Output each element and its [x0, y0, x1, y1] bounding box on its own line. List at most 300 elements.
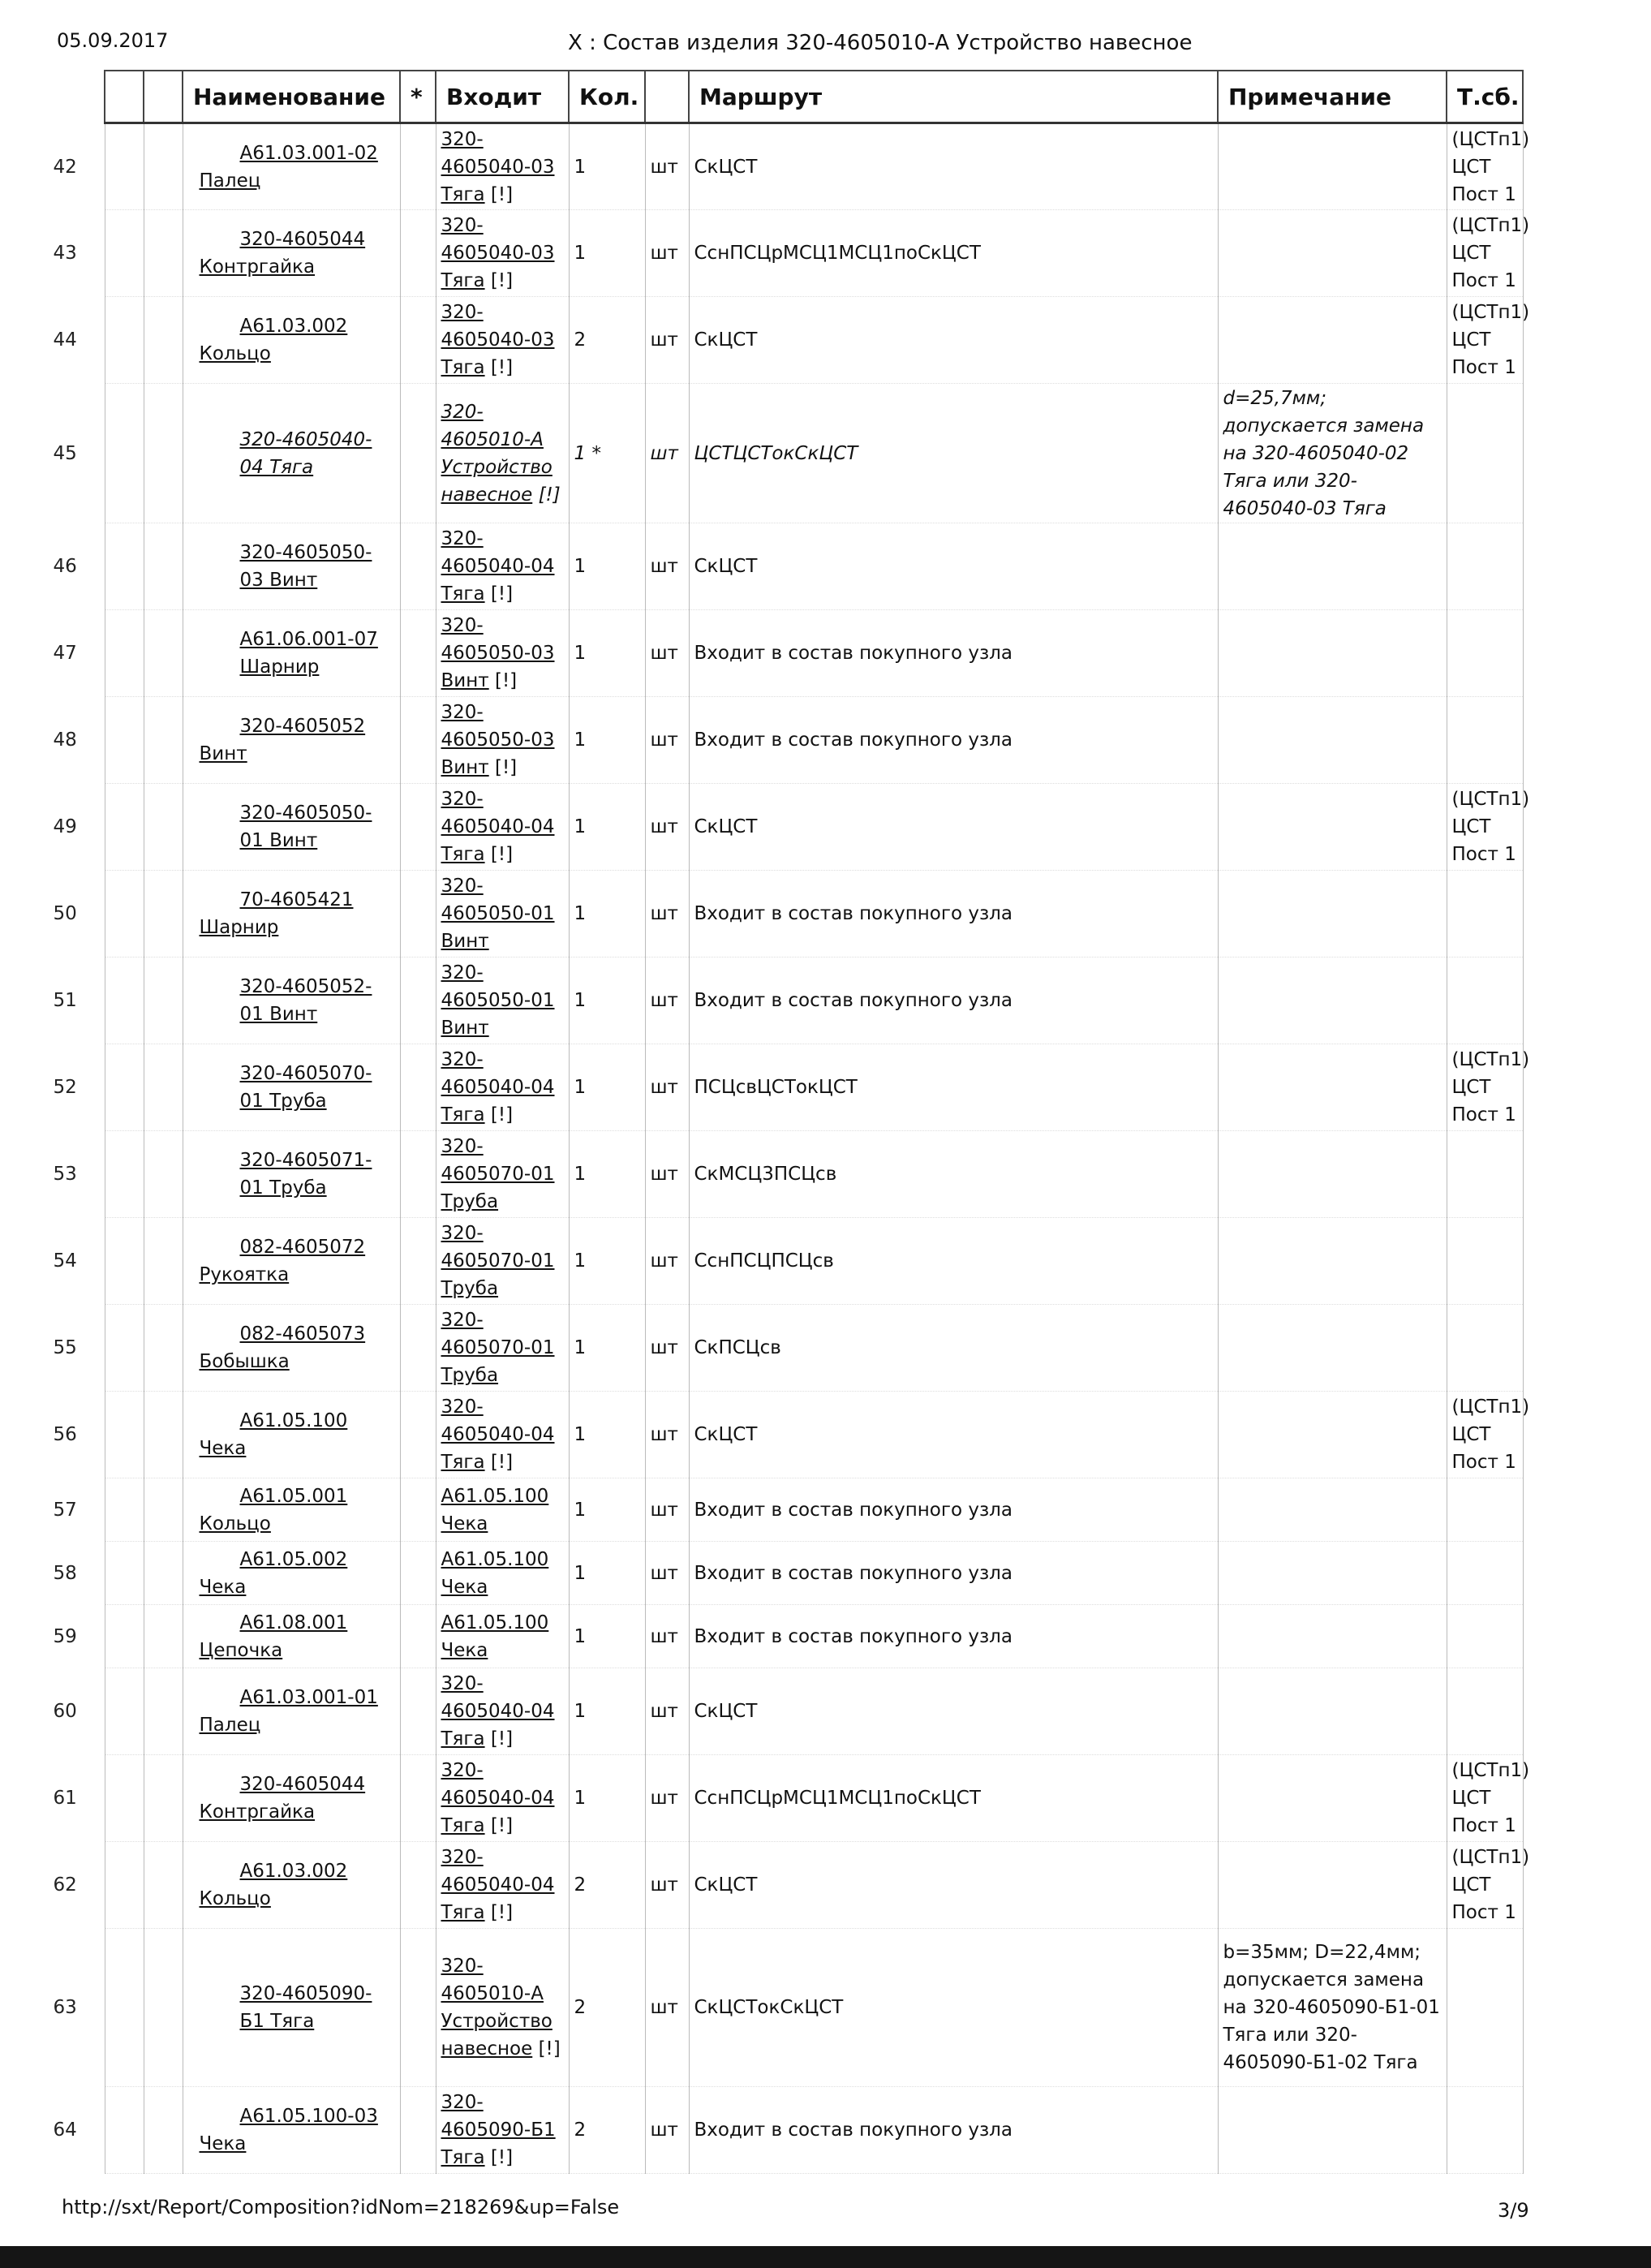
row-blank [144, 610, 183, 697]
star-cell [400, 2087, 436, 2174]
row-blank [144, 1929, 183, 2087]
star-cell [400, 1218, 436, 1305]
unit-cell: шт [645, 523, 689, 610]
item-code-link[interactable]: 082-4605073 [239, 1323, 366, 1345]
item-name-cell [183, 2087, 400, 2174]
parent-name-link[interactable]: Винт [441, 1018, 489, 1039]
table-row [105, 1929, 1523, 2087]
parent-cell [436, 1542, 569, 1605]
header-unit [645, 71, 689, 123]
row-number: 45 [48, 384, 87, 523]
route-cell: СкМСЦ3ПСЦсв [689, 1131, 1218, 1218]
row-number: 59 [48, 1605, 87, 1668]
item-name-link[interactable]: Чека [199, 1438, 247, 1459]
parent-code-link[interactable]: 320-4605040-04 [441, 528, 555, 577]
qty-cell: 1 [569, 1131, 645, 1218]
row-number: 49 [48, 784, 87, 871]
item-name-link[interactable]: Цепочка [199, 1639, 283, 1661]
parent-code-link[interactable]: 320-4605050-01 [441, 962, 555, 1011]
row-number: 58 [48, 1542, 87, 1605]
parent-code-link[interactable]: 320-4605040-03 [441, 128, 555, 178]
footer-url: http://sxt/Report/Composition?idNom=218269&up=False [62, 2196, 620, 2219]
qty-cell: 1 [569, 958, 645, 1044]
parent-code-link[interactable]: 320-4605010-А [441, 401, 544, 450]
warning-flag: [!] [490, 1902, 514, 1923]
note-cell [1218, 958, 1447, 1044]
item-code-link[interactable]: А61.06.001-07 Шарнир [239, 629, 378, 678]
warning-flag: [!] [538, 2038, 561, 2059]
parent-cell [436, 1131, 569, 1218]
item-code-link[interactable]: А61.05.100 [239, 1410, 348, 1431]
note-cell [1218, 697, 1447, 784]
qty-cell: 1 [569, 1218, 645, 1305]
qty-cell: 1 [569, 1478, 645, 1542]
tsb-cell [1447, 1305, 1523, 1392]
route-cell: Входит в состав покупного узла [689, 2087, 1218, 2174]
qty-cell: 1 [569, 1668, 645, 1755]
warning-flag: [!] [490, 2147, 514, 2168]
parent-name-link[interactable]: Винт [441, 670, 489, 691]
parent-cell [436, 1392, 569, 1478]
row-blank [144, 2087, 183, 2174]
row-number: 56 [48, 1392, 87, 1478]
item-code-link[interactable]: 082-4605072 [239, 1237, 366, 1258]
parent-code-link[interactable]: 320-4605040-04 [441, 1847, 555, 1896]
unit-cell: шт [645, 384, 689, 523]
parent-cell [436, 1478, 569, 1542]
route-cell: СкЦСТ [689, 523, 1218, 610]
item-name-link[interactable]: Чека [199, 1576, 247, 1598]
row-blank [144, 1755, 183, 1842]
parent-cell [436, 297, 569, 384]
note-cell [1218, 1305, 1447, 1392]
qty-cell: 1 [569, 1542, 645, 1605]
qty-cell: 1 [569, 1392, 645, 1478]
warning-flag: [!] [490, 1815, 514, 1836]
item-name-link[interactable]: Винт [199, 743, 247, 764]
unit-cell: шт [645, 1392, 689, 1478]
row-blank [144, 1218, 183, 1305]
parent-code-link[interactable]: А61.05.100 [441, 1548, 549, 1570]
row-number: 60 [48, 1668, 87, 1755]
note-cell [1218, 123, 1447, 210]
note-cell [1218, 210, 1447, 297]
row-blank [144, 1044, 183, 1131]
row-number: 43 [48, 210, 87, 297]
item-name-cell [183, 1755, 400, 1842]
row-blank [144, 958, 183, 1044]
warning-flag: [!] [490, 1728, 514, 1749]
note-cell [1218, 1755, 1447, 1842]
item-name-link[interactable]: Шарнир [199, 917, 279, 938]
star-cell [400, 1305, 436, 1392]
star-cell [400, 1392, 436, 1478]
tsb-cell [1447, 384, 1523, 523]
row-blank [144, 1605, 183, 1668]
row-number: 55 [48, 1305, 87, 1392]
table-row [105, 1542, 1523, 1605]
item-name-link[interactable]: Рукоятка [199, 1264, 290, 1285]
row-blank [144, 784, 183, 871]
route-cell: СкЦСТ [689, 1392, 1218, 1478]
item-name-cell [183, 523, 400, 610]
parent-code-link[interactable]: 320-4605040-04 [441, 1760, 555, 1809]
parent-code-link[interactable]: 320-4605050-03 [441, 702, 555, 751]
table-row [105, 1755, 1523, 1842]
item-code-link[interactable]: 320-4605052 [239, 716, 366, 737]
parent-code-link[interactable]: 320-4605090-Б1 [441, 2092, 556, 2141]
parent-cell [436, 1929, 569, 2087]
parent-name-link[interactable]: Винт [441, 931, 489, 952]
parent-code-link[interactable]: 320-4605040-04 [441, 789, 555, 837]
parent-cell [436, 1842, 569, 1929]
warning-flag: [!] [490, 357, 514, 378]
star-cell [400, 123, 436, 210]
note-cell [1218, 1218, 1447, 1305]
tsb-cell: (ЦСТп1) ЦСТ Пост 1 [1447, 123, 1523, 210]
item-code-link[interactable]: 320-4605050-01 Винт [239, 803, 372, 851]
unit-cell: шт [645, 1218, 689, 1305]
tsb-cell [1447, 2087, 1523, 2174]
item-code-link[interactable]: А61.03.002 [239, 1861, 348, 1882]
item-name-link[interactable]: Палец [199, 1715, 261, 1736]
parent-name-link[interactable]: Тяга [441, 2147, 485, 2168]
parent-code-link[interactable]: 320-4605040-04 [441, 1049, 555, 1098]
header-name[interactable]: Наименование [183, 71, 400, 123]
note-cell [1218, 610, 1447, 697]
table-row [105, 784, 1523, 871]
tsb-cell [1447, 1929, 1523, 2087]
parent-cell [436, 784, 569, 871]
unit-cell: шт [645, 697, 689, 784]
parent-name-link[interactable]: Тяга [441, 270, 485, 291]
parent-name-link[interactable]: Тяга [441, 357, 485, 378]
item-name-cell [183, 1478, 400, 1542]
item-code-link[interactable]: 320-4605044 [239, 1774, 366, 1795]
star-cell [400, 297, 436, 384]
row-number: 57 [48, 1478, 87, 1542]
parent-name-link[interactable]: Труба [441, 1191, 499, 1212]
row-blank [144, 1842, 183, 1929]
star-cell [400, 1542, 436, 1605]
parent-code-link[interactable]: 320-4605040-03 [441, 302, 555, 351]
parent-name-link[interactable]: Тяга [441, 183, 485, 205]
note-cell [1218, 1392, 1447, 1478]
qty-cell: 1 [569, 1755, 645, 1842]
row-blank [144, 1478, 183, 1542]
item-name-cell [183, 1842, 400, 1929]
qty-cell: 2 [569, 297, 645, 384]
tsb-cell [1447, 1605, 1523, 1668]
star-cell [400, 1478, 436, 1542]
item-name-cell [183, 697, 400, 784]
parent-name-link[interactable]: Тяга [441, 1104, 485, 1125]
parent-name-link[interactable]: Чека [441, 1639, 488, 1661]
header-blank-2 [144, 71, 183, 123]
item-code-link[interactable]: 320-4605090-Б1 Тяга [239, 1983, 372, 2032]
qty-cell: 1 [569, 210, 645, 297]
item-name-link[interactable]: Палец [199, 170, 261, 192]
parent-code-link[interactable]: А61.05.100 [441, 1485, 549, 1507]
table-row [105, 1131, 1523, 1218]
parent-name-link[interactable]: Тяга [441, 844, 485, 865]
parent-name-link[interactable]: Тяга [441, 1452, 485, 1473]
parent-cell [436, 210, 569, 297]
item-name-cell [183, 1668, 400, 1755]
item-name-cell [183, 1392, 400, 1478]
table-row [105, 210, 1523, 297]
route-cell: СкЦСТ [689, 1668, 1218, 1755]
item-name-link[interactable]: Бобышка [199, 1351, 290, 1372]
star-cell [400, 210, 436, 297]
item-name-cell [183, 871, 400, 958]
unit-cell: шт [645, 610, 689, 697]
item-code-link[interactable]: 70-4605421 [239, 889, 354, 910]
route-cell: Входит в состав покупного узла [689, 1542, 1218, 1605]
row-blank [144, 1131, 183, 1218]
item-name-cell [183, 123, 400, 210]
item-name-link[interactable]: Чека [199, 2133, 247, 2154]
item-code-link[interactable]: 320-4605050-03 Винт [239, 542, 372, 591]
header-parent[interactable]: Входит [436, 71, 569, 123]
warning-flag: [!] [490, 1104, 514, 1125]
row-blank [144, 384, 183, 523]
item-code-link[interactable]: 320-4605052-01 Винт [239, 976, 372, 1025]
unit-cell: шт [645, 958, 689, 1044]
item-code-link[interactable]: 320-4605070-01 Труба [239, 1063, 372, 1112]
tsb-cell [1447, 1668, 1523, 1755]
route-cell: Входит в состав покупного узла [689, 1605, 1218, 1668]
qty-cell: 1 * [569, 384, 645, 523]
star-cell [400, 523, 436, 610]
route-cell: СснПСЦрМСЦ1МСЦ1поСкЦСТ [689, 210, 1218, 297]
row-number: 53 [48, 1131, 87, 1218]
item-code-link[interactable]: 320-4605071-01 Труба [239, 1150, 372, 1199]
warning-flag: [!] [494, 757, 518, 778]
item-code-link[interactable]: А61.03.001-01 [239, 1687, 378, 1708]
parent-code-link[interactable]: 320-4605050-01 [441, 876, 555, 924]
row-blank [144, 523, 183, 610]
unit-cell: шт [645, 1842, 689, 1929]
row-number: 47 [48, 610, 87, 697]
table-row [105, 697, 1523, 784]
route-cell: СкЦСТ [689, 784, 1218, 871]
star-cell [400, 1131, 436, 1218]
page-number: 3/9 [1498, 2199, 1529, 2222]
parent-code-link[interactable]: А61.05.100 [441, 1612, 549, 1633]
item-code-link[interactable]: А61.05.002 [239, 1548, 348, 1570]
star-cell [400, 384, 436, 523]
qty-cell: 2 [569, 2087, 645, 2174]
star-cell [400, 610, 436, 697]
star-cell [400, 958, 436, 1044]
page-title: X : Состав изделия 320-4605010-А Устройство навесное [568, 31, 1193, 55]
item-name-link[interactable]: Кольцо [199, 343, 271, 364]
item-name-cell [183, 297, 400, 384]
row-blank [144, 1668, 183, 1755]
route-cell: СкЦСТ [689, 123, 1218, 210]
note-cell: d=25,7мм; допускается замена на 320-4605040-02 Тяга или 320-4605040-03 Тяга [1218, 384, 1447, 523]
parent-cell [436, 1668, 569, 1755]
table-row [105, 1842, 1523, 1929]
parent-name-link[interactable]: Тяга [441, 1902, 485, 1923]
unit-cell: шт [645, 1478, 689, 1542]
item-name-cell [183, 1542, 400, 1605]
tsb-cell [1447, 610, 1523, 697]
unit-cell: шт [645, 1755, 689, 1842]
star-cell [400, 1755, 436, 1842]
header-route[interactable]: Маршрут [689, 71, 1218, 123]
parent-name-link[interactable]: Тяга [441, 1728, 485, 1749]
route-cell: Входит в состав покупного узла [689, 610, 1218, 697]
item-name-link[interactable]: Кольцо [199, 1513, 271, 1534]
qty-cell: 1 [569, 1044, 645, 1131]
warning-flag: [!] [490, 183, 514, 205]
row-blank [144, 1392, 183, 1478]
item-name-link[interactable]: Кольцо [199, 1888, 271, 1909]
qty-cell: 1 [569, 1305, 645, 1392]
parent-code-link[interactable]: 320-4605040-04 [441, 1397, 555, 1445]
row-number: 64 [48, 2087, 87, 2174]
warning-flag: [!] [490, 583, 514, 605]
parent-cell [436, 123, 569, 210]
route-cell: Входит в состав покупного узла [689, 1478, 1218, 1542]
parent-cell [436, 610, 569, 697]
parent-code-link[interactable]: 320-4605070-01 [441, 1136, 555, 1185]
item-name-cell [183, 1605, 400, 1668]
note-cell [1218, 1131, 1447, 1218]
unit-cell: шт [645, 123, 689, 210]
parent-cell [436, 1605, 569, 1668]
item-code-link[interactable]: А61.05.001 [239, 1485, 348, 1507]
item-code-link[interactable]: А61.08.001 [239, 1612, 348, 1633]
unit-cell: шт [645, 871, 689, 958]
parent-cell [436, 1044, 569, 1131]
parent-cell [436, 2087, 569, 2174]
table-row [105, 2087, 1523, 2174]
table-row [105, 1478, 1523, 1542]
route-cell: СкЦСТ [689, 297, 1218, 384]
parent-name-link[interactable]: Тяга [441, 1815, 485, 1836]
parent-cell [436, 871, 569, 958]
header-star[interactable]: * [400, 71, 436, 123]
tsb-cell [1447, 1218, 1523, 1305]
route-cell: СкПСЦсв [689, 1305, 1218, 1392]
item-name-cell [183, 384, 400, 523]
parent-name-link[interactable]: Труба [441, 1365, 499, 1386]
parent-cell [436, 1218, 569, 1305]
note-cell [1218, 1044, 1447, 1131]
composition-table [53, 70, 1530, 2174]
row-number: 54 [48, 1218, 87, 1305]
item-name-cell [183, 1044, 400, 1131]
parent-name-link[interactable]: Винт [441, 757, 489, 778]
parent-code-link[interactable]: 320-4605070-01 [441, 1310, 555, 1358]
route-cell: СкЦСТокСкЦСТ [689, 1929, 1218, 2087]
tsb-cell [1447, 871, 1523, 958]
tsb-cell: (ЦСТп1) ЦСТ Пост 1 [1447, 1755, 1523, 1842]
header-qty[interactable]: Кол. [569, 71, 645, 123]
note-cell [1218, 1478, 1447, 1542]
row-number: 50 [48, 871, 87, 958]
qty-cell: 1 [569, 123, 645, 210]
unit-cell: шт [645, 1305, 689, 1392]
star-cell [400, 871, 436, 958]
parent-name-link[interactable]: Устройство навесное [441, 456, 552, 506]
item-code-link[interactable]: А61.03.001-02 [239, 142, 378, 164]
table-row [105, 123, 1523, 210]
row-blank [144, 871, 183, 958]
tsb-cell [1447, 1542, 1523, 1605]
parent-name-link[interactable]: Чека [441, 1576, 488, 1598]
parent-name-link[interactable]: Чека [441, 1513, 488, 1534]
tsb-cell [1447, 958, 1523, 1044]
header-tsb[interactable]: Т.сб. [1447, 71, 1523, 123]
qty-cell: 1 [569, 610, 645, 697]
parent-cell [436, 523, 569, 610]
parent-cell [436, 958, 569, 1044]
item-name-cell [183, 210, 400, 297]
item-code-link[interactable]: А61.05.100-03 [239, 2106, 378, 2127]
tsb-cell [1447, 1131, 1523, 1218]
star-cell [400, 1044, 436, 1131]
parent-name-link[interactable]: Тяга [441, 583, 485, 605]
item-code-link[interactable]: А61.03.002 [239, 316, 348, 337]
row-number: 52 [48, 1044, 87, 1131]
item-code-link[interactable]: 320-4605040-04 Тяга [239, 428, 372, 478]
warning-flag: [!] [490, 270, 514, 291]
parent-code-link[interactable]: 320-4605050-03 [441, 615, 555, 664]
tsb-cell: (ЦСТп1) ЦСТ Пост 1 [1447, 1842, 1523, 1929]
table-row [105, 958, 1523, 1044]
item-name-cell [183, 1218, 400, 1305]
parent-name-link[interactable]: Труба [441, 1278, 499, 1299]
item-name-cell [183, 958, 400, 1044]
note-cell [1218, 871, 1447, 958]
unit-cell: шт [645, 210, 689, 297]
route-cell: СснПСЦрМСЦ1МСЦ1поСкЦСТ [689, 1755, 1218, 1842]
item-name-link[interactable]: Контргайка [199, 1801, 316, 1823]
tsb-cell [1447, 523, 1523, 610]
unit-cell: шт [645, 297, 689, 384]
header-note[interactable]: Примечание [1218, 71, 1447, 123]
table-header-row [105, 71, 1523, 123]
table-row [105, 1668, 1523, 1755]
route-cell: СснПСЦПСЦсв [689, 1218, 1218, 1305]
note-cell [1218, 1842, 1447, 1929]
note-cell [1218, 2087, 1447, 2174]
tsb-cell: (ЦСТп1) ЦСТ Пост 1 [1447, 210, 1523, 297]
tsb-cell: (ЦСТп1) ЦСТ Пост 1 [1447, 297, 1523, 384]
star-cell [400, 697, 436, 784]
parent-code-link[interactable]: 320-4605070-01 [441, 1223, 555, 1272]
qty-cell: 1 [569, 523, 645, 610]
parent-code-link[interactable]: 320-4605040-03 [441, 215, 555, 264]
print-date: 05.09.2017 [57, 29, 169, 52]
row-blank [144, 1542, 183, 1605]
parent-name-link[interactable]: Устройство навесное [441, 2011, 552, 2059]
route-cell: ПСЦсвЦСТокЦСТ [689, 1044, 1218, 1131]
item-name-link[interactable]: Контргайка [199, 256, 316, 278]
note-cell [1218, 297, 1447, 384]
row-blank [144, 123, 183, 210]
note-cell [1218, 784, 1447, 871]
parent-code-link[interactable]: 320-4605040-04 [441, 1673, 555, 1722]
parent-code-link[interactable]: 320-4605010-А [441, 1956, 544, 2004]
qty-cell: 1 [569, 697, 645, 784]
route-cell: ЦСТЦСТокСкЦСТ [689, 384, 1218, 523]
item-code-link[interactable]: 320-4605044 [239, 229, 366, 250]
